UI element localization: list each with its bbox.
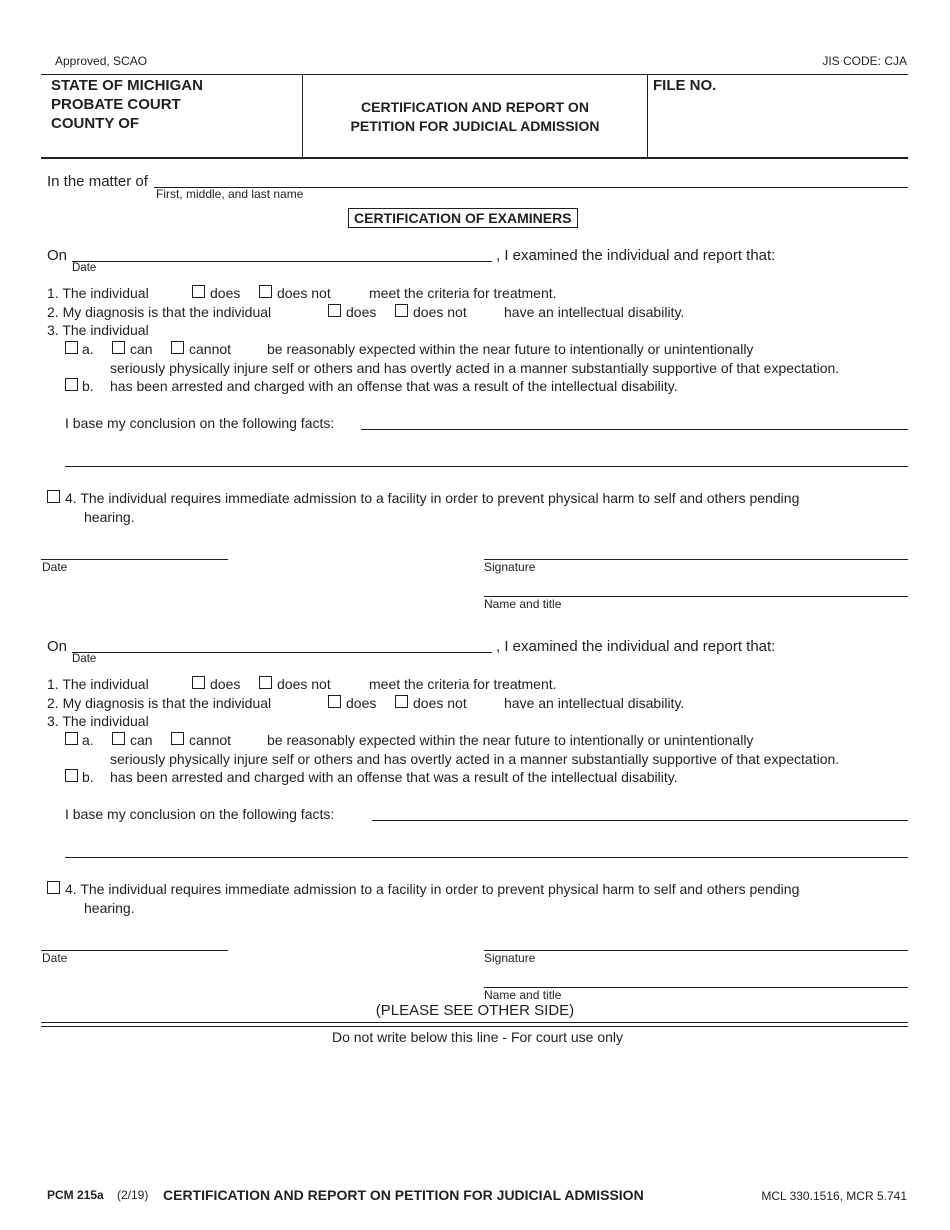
- item3b-text: has been arrested and charged with an offense that was a result of the intellectual disability.: [110, 378, 678, 394]
- signature-field[interactable]: [484, 559, 908, 560]
- sign-date-label: Date: [42, 560, 68, 574]
- on-label: On: [47, 247, 68, 264]
- court-use-rule-2: [41, 1026, 908, 1027]
- matter-label: In the matter of: [47, 173, 148, 190]
- item1-tail: meet the criteria for treatment.: [369, 285, 557, 301]
- item1-does-not-checkbox[interactable]: [259, 285, 272, 298]
- item4-text-1: 4. The individual requires immediate admission to a facility in order to prevent physical harm to self and others pending: [65, 490, 800, 506]
- item3a-cannot-label: cannot: [189, 732, 232, 748]
- item3a-can-checkbox[interactable]: [112, 732, 125, 745]
- item3a-checkbox[interactable]: [65, 341, 78, 354]
- item1-does-label: does: [210, 676, 241, 692]
- header-divider-2: [647, 74, 648, 158]
- item2-label: 2. My diagnosis is that the individual: [47, 695, 272, 711]
- item3a-cannot-checkbox[interactable]: [171, 341, 184, 354]
- court-use-note: Do not write below this line - For court use only: [331, 1029, 623, 1045]
- item3b-checkbox[interactable]: [65, 378, 78, 391]
- item2-tail: have an intellectual disability.: [504, 695, 685, 711]
- item1-label: 1. The individual: [47, 285, 149, 301]
- footer-form-id: PCM 215a: [47, 1188, 104, 1202]
- item1-does-not-checkbox[interactable]: [259, 676, 272, 689]
- header-bottom-rule: [41, 157, 908, 159]
- item4-text-2: hearing.: [84, 509, 135, 525]
- item2-label: 2. My diagnosis is that the individual: [47, 304, 272, 320]
- approved-scao: Approved, SCAO: [55, 54, 148, 68]
- item3a-text-2: seriously physically injure self or others and has overtly acted in a manner substantially supportive of that expectation.: [110, 360, 840, 376]
- exam-date-field[interactable]: [72, 652, 492, 653]
- footer-revision: (2/19): [117, 1188, 149, 1202]
- footer-title: CERTIFICATION AND REPORT ON PETITION FOR JUDICIAL ADMISSION: [163, 1187, 644, 1203]
- exam-date-sublabel: Date: [72, 262, 97, 274]
- item3b-label: b.: [82, 378, 94, 394]
- item2-does-not-checkbox[interactable]: [395, 304, 408, 317]
- item2-does-label: does: [346, 304, 377, 320]
- facts-label: I base my conclusion on the following facts:: [65, 806, 335, 822]
- header-divider-1: [302, 74, 303, 158]
- form-title-line-1: CERTIFICATION AND REPORT ON: [361, 99, 589, 115]
- name-title-label: Name and title: [484, 597, 562, 611]
- item2-does-checkbox[interactable]: [328, 304, 341, 317]
- item1-does-checkbox[interactable]: [192, 676, 205, 689]
- county-label: COUNTY OF: [51, 115, 140, 132]
- file-no-label: FILE NO.: [653, 77, 717, 94]
- footer-references: MCL 330.1516, MCR 5.741: [761, 1189, 907, 1203]
- item3-label: 3. The individual: [47, 322, 149, 338]
- item4-checkbox[interactable]: [47, 881, 60, 894]
- exam-date-sublabel: Date: [72, 653, 97, 665]
- facts-line-2[interactable]: [65, 857, 908, 858]
- court-state: STATE OF MICHIGAN: [51, 77, 203, 94]
- report-text: , I examined the individual and report that:: [496, 247, 776, 264]
- on-label: On: [47, 638, 68, 655]
- item2-does-checkbox[interactable]: [328, 695, 341, 708]
- facts-line-1[interactable]: [372, 820, 908, 821]
- item3a-text-1: be reasonably expected within the near future to intentionally or unintentionally: [267, 732, 754, 748]
- sign-date-field[interactable]: [41, 950, 228, 951]
- item3-label: 3. The individual: [47, 713, 149, 729]
- item3b-checkbox[interactable]: [65, 769, 78, 782]
- item3a-label: a.: [82, 732, 94, 748]
- report-text: , I examined the individual and report that:: [496, 638, 776, 655]
- court-name: PROBATE COURT: [51, 96, 181, 113]
- sign-date-label: Date: [42, 951, 68, 965]
- item1-label: 1. The individual: [47, 676, 149, 692]
- item3b-text: has been arrested and charged with an offense that was a result of the intellectual disability.: [110, 769, 678, 785]
- form-title-line-2: PETITION FOR JUDICIAL ADMISSION: [350, 118, 600, 134]
- item3a-can-checkbox[interactable]: [112, 341, 125, 354]
- item3a-label: a.: [82, 341, 94, 357]
- item1-does-not-label: does not: [277, 285, 331, 301]
- item2-tail: have an intellectual disability.: [504, 304, 685, 320]
- exam-date-field[interactable]: [72, 261, 492, 262]
- signature-label: Signature: [484, 951, 536, 965]
- item3a-text-1: be reasonably expected within the near future to intentionally or unintentionally: [267, 341, 754, 357]
- item1-does-checkbox[interactable]: [192, 285, 205, 298]
- signature-label: Signature: [484, 560, 536, 574]
- item3a-can-label: can: [130, 341, 153, 357]
- item3a-cannot-label: cannot: [189, 341, 232, 357]
- item2-does-not-label: does not: [413, 304, 467, 320]
- sign-date-field[interactable]: [41, 559, 228, 560]
- item2-does-not-label: does not: [413, 695, 467, 711]
- item4-text-1: 4. The individual requires immediate admission to a facility in order to prevent physical harm to self and others pending: [65, 881, 800, 897]
- item3b-label: b.: [82, 769, 94, 785]
- item2-does-not-checkbox[interactable]: [395, 695, 408, 708]
- signature-field[interactable]: [484, 950, 908, 951]
- item4-checkbox[interactable]: [47, 490, 60, 503]
- item1-does-label: does: [210, 285, 241, 301]
- item3a-cannot-checkbox[interactable]: [171, 732, 184, 745]
- facts-line-2[interactable]: [65, 466, 908, 467]
- facts-line-1[interactable]: [361, 429, 908, 430]
- please-see-other-side: (PLEASE SEE OTHER SIDE): [375, 1002, 575, 1019]
- item1-does-not-label: does not: [277, 676, 331, 692]
- matter-name-sublabel: First, middle, and last name: [156, 187, 304, 201]
- item2-does-label: does: [346, 695, 377, 711]
- item3a-text-2: seriously physically injure self or others and has overtly acted in a manner substantially supportive of that expectation.: [110, 751, 840, 767]
- item4-text-2: hearing.: [84, 900, 135, 916]
- court-use-rule-1: [41, 1022, 908, 1023]
- item3a-can-label: can: [130, 732, 153, 748]
- jis-code: JIS CODE: CJA: [822, 54, 907, 68]
- header-top-rule: [41, 74, 908, 75]
- section-title-certification: CERTIFICATION OF EXAMINERS: [348, 208, 578, 228]
- name-title-label: Name and title: [484, 988, 562, 1002]
- item3a-checkbox[interactable]: [65, 732, 78, 745]
- court-county[interactable]: [51, 115, 139, 132]
- facts-label: I base my conclusion on the following facts:: [65, 415, 335, 431]
- item1-tail: meet the criteria for treatment.: [369, 676, 557, 692]
